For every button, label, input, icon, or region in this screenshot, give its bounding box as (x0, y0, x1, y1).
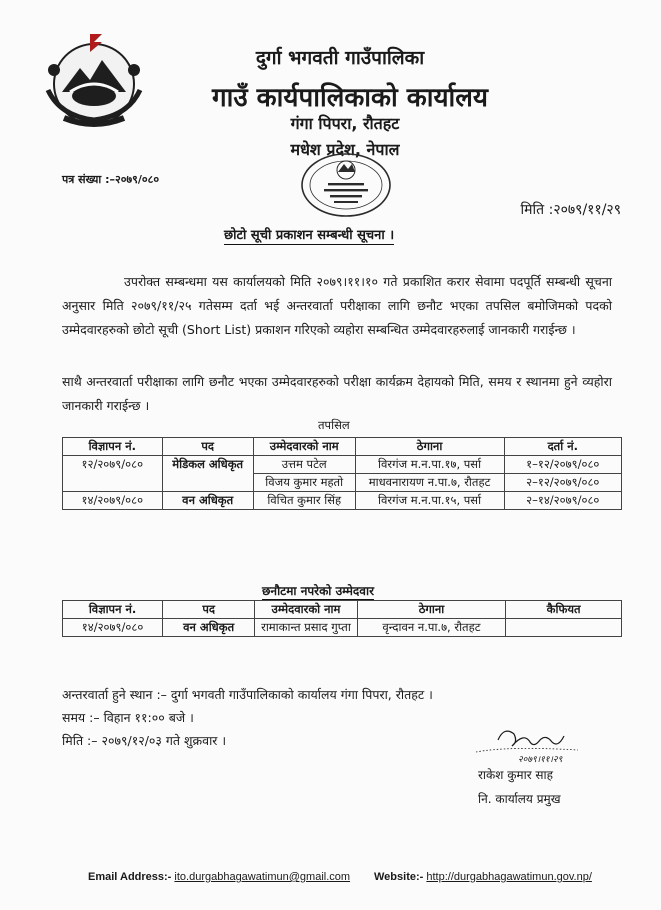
cell-candidate-name: उत्तम पटेल (253, 456, 355, 474)
email-label: Email Address:- (88, 871, 172, 883)
col-header-candidate-name: उम्मेदवारको नाम (253, 438, 355, 456)
col-header-candidate-name: उम्मेदवारको नाम (255, 601, 358, 619)
paragraph-shortlist-notice: उपरोक्त सम्बन्धमा यस कार्यालयको मिति २०७९।११।१० गते प्रकाशित करार सेवामा पदपूर्ति सम्बन्धी सूचना अनुसार मिति २०७९/११/२५ गतेसम्म दर्ता भई अन्तरवार्ता परीक्षाका लागि छनौट भएका तपसिल बमोजिमको पदको उम्मेदवारहरुको छोटो सूची (Short List) प्रकाशन गरिएको व्यहोरा सम्बन्धित उम्मेदवारहरुलाई जानकारी गराईन्छ । (62, 274, 612, 337)
table-row (63, 492, 622, 510)
signer-name: राकेश कुमार साह (478, 768, 554, 782)
col-header-post: पद (163, 601, 255, 619)
municipality-name: दुर्गा भगवती गाउँपालिका (255, 47, 425, 69)
paragraph-exam-schedule: साथै अन्तरवार्ता परीक्षाका लागि छनौट भएका उम्मेदवारहरुको परीक्षा कार्यक्रम देहायको मिति, समय र स्थानमा हुने व्यहोरा जानकारी गराईन्छ । (62, 374, 612, 413)
cell-advertisement: १२/२०७९/०८० (63, 456, 163, 492)
cell-address: वृन्दावन न.पा.७, रौतहट (357, 619, 505, 637)
signature-date: २०७९।११।२९ (518, 755, 563, 765)
website-link[interactable]: http://durgabhagawatimun.gov.np/ (426, 871, 592, 883)
cell-candidate-name: विजय कुमार महतो (253, 474, 355, 492)
footer-website (374, 871, 592, 883)
handwritten-signature-icon (468, 712, 588, 767)
table-header-row (63, 438, 622, 456)
document-date: मिति :२०७९/११/२९ (520, 202, 621, 218)
shortlist-table (62, 437, 622, 510)
reference-number: पत्र संख्या :–२०७९/०८० (62, 173, 160, 186)
office-name: गाउँ कार्यपालिकाको कार्यालय (212, 83, 488, 113)
interview-date: मिति :– २०७९/१२/०३ गते शुक्रवार । (62, 733, 227, 748)
signer-title: नि. कार्यालय प्रमुख (478, 792, 561, 806)
cell-advertisement: १४/२०७९/०८० (63, 619, 163, 637)
interview-venue: अन्तरवार्ता हुने स्थान :– दुर्गा भगवती गाउँपालिकाको कार्यालय गंगा पिपरा, रौतहट । (62, 687, 433, 702)
col-header-post: पद (162, 438, 253, 456)
cell-address: विरगंज म.न.पा.१७, पर्सा (355, 456, 504, 474)
cell-candidate-name: विचित कुमार सिंह (253, 492, 355, 510)
office-stamp-icon (298, 150, 394, 220)
interview-time: समय :– विहान ११:०० बजे । (62, 710, 194, 725)
cell-registration: २–१२/२०७९/०८० (504, 474, 621, 492)
cell-address: माधवनारायण न.पा.७, रौतहट (355, 474, 504, 492)
rejected-table (62, 600, 622, 637)
col-header-address: ठेगाना (357, 601, 505, 619)
government-emblem-icon (40, 30, 148, 130)
col-header-address: ठेगाना (355, 438, 504, 456)
tapsil-heading: तपसिल (318, 418, 350, 432)
cell-remarks (506, 619, 622, 637)
col-header-remarks: कैफियत (506, 601, 622, 619)
cell-post: मेडिकल अधिकृत (162, 456, 253, 492)
col-header-registration: दर्ता नं. (504, 438, 621, 456)
cell-address: विरगंज म.न.पा.१५, पर्सा (355, 492, 504, 510)
table-row (63, 619, 622, 637)
table-row (63, 456, 622, 474)
cell-candidate-name: रामाकान्त प्रसाद गुप्ता (255, 619, 358, 637)
email-link[interactable]: ito.durgabhagawatimun@gmail.com (174, 871, 351, 883)
cell-registration: १–१२/२०७९/०८० (504, 456, 621, 474)
office-province: मधेश प्रदेश, नेपाल (290, 140, 400, 159)
cell-post: वन अधिकृत (162, 492, 253, 510)
col-header-advertisement: विज्ञापन नं. (63, 438, 163, 456)
cell-registration: २–१४/२०७९/०८० (504, 492, 621, 510)
cell-post: वन अधिकृत (163, 619, 255, 637)
table-header-row (63, 601, 622, 619)
cell-advertisement: १४/२०७९/०८० (63, 492, 163, 510)
rejected-candidates-title: छनौटमा नपरेको उम्मेदवार (262, 584, 374, 598)
notice-title: छोटो सूची प्रकाशन सम्बन्धी सूचना । (224, 225, 394, 245)
office-location: गंगा पिपरा, रौतहट (290, 114, 400, 133)
website-label: Website:- (374, 871, 424, 883)
col-header-advertisement: विज्ञापन नं. (63, 601, 163, 619)
footer-email (88, 871, 350, 883)
